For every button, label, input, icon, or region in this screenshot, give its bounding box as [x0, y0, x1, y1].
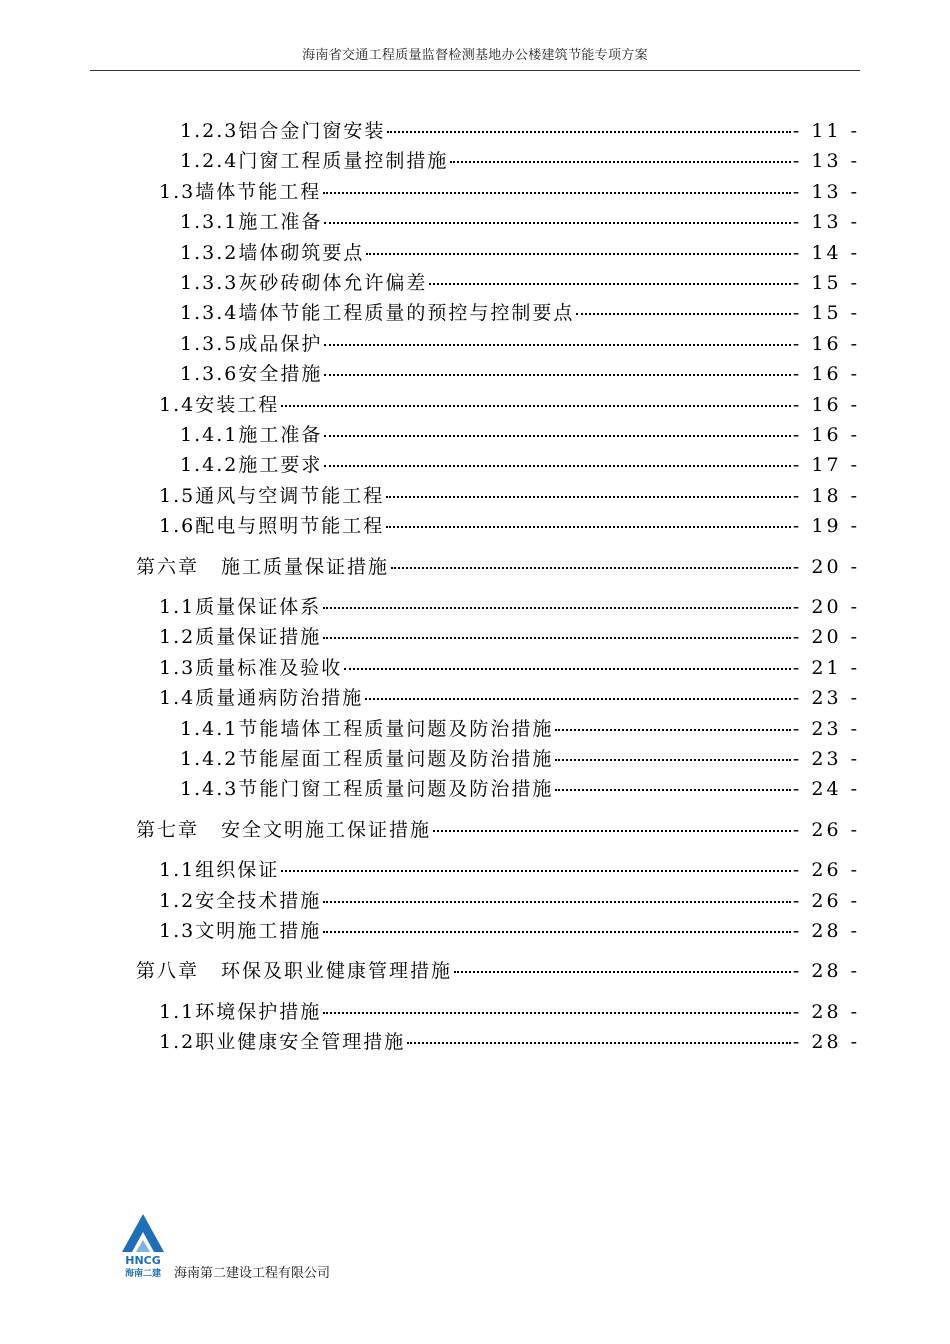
toc-page-number: - 26 - — [792, 859, 860, 882]
toc-dot-leader — [576, 312, 791, 315]
toc-dot-leader — [365, 697, 791, 700]
toc-entry-label: 1.5通风与空调节能工程 — [159, 484, 385, 507]
toc-dot-leader — [366, 252, 791, 255]
toc-entry[interactable] — [159, 391, 860, 419]
toc-entry-label: 1.4.2施工要求 — [180, 454, 323, 477]
header-divider — [90, 70, 860, 71]
toc-page-number: - 26 - — [792, 889, 860, 912]
toc-dot-leader — [391, 566, 791, 569]
toc-page-number: - 14 - — [792, 241, 860, 264]
toc-page-number: - 11 - — [792, 120, 860, 142]
toc-page-number: - 16 - — [792, 393, 860, 416]
toc-page-number: - 20 - — [792, 596, 860, 618]
toc-dot-leader — [323, 1011, 791, 1014]
toc-page-number: - 13 - — [792, 150, 860, 173]
toc-chapter-entry[interactable] — [136, 957, 860, 985]
toc-entry[interactable] — [180, 147, 860, 175]
toc-page-number: - 21 - — [792, 656, 860, 679]
toc-entry[interactable] — [159, 482, 860, 510]
toc-entry-label: 1.2.3铝合金门窗安装 — [180, 120, 386, 142]
toc-entry[interactable] — [180, 269, 860, 297]
toc-page-number: - 23 - — [792, 717, 860, 740]
toc-entry-label: 1.3.3灰砂砖砌体允许偏差 — [180, 272, 428, 294]
toc-dot-leader — [323, 930, 791, 933]
toc-entry[interactable] — [159, 998, 860, 1026]
toc-chapter-entry[interactable] — [136, 553, 860, 581]
toc-entry-label: 1.3.1施工准备 — [180, 211, 323, 234]
logo-text: HNCG — [125, 1254, 161, 1267]
toc-entry[interactable] — [180, 239, 860, 267]
toc-page-number: - 23 - — [792, 748, 860, 770]
toc-page-number: - 13 - — [792, 211, 860, 234]
toc-entry[interactable] — [180, 745, 860, 773]
toc-entry-label: 1.6配电与照明节能工程 — [159, 515, 385, 538]
page-header: 海南省交通工程质量监督检测基地办公楼建筑节能专项方案 — [302, 48, 648, 63]
toc-page-number: - 16 - — [792, 332, 860, 355]
toc-entry-label: 1.1组织保证 — [159, 859, 280, 882]
logo-subtext: 海南二建 — [124, 1269, 162, 1278]
toc-page-number: - 15 - — [792, 272, 860, 294]
toc-dot-leader — [324, 343, 791, 346]
toc-page-number: - 20 - — [792, 626, 860, 649]
toc-entry-label: 1.3.5成品保护 — [180, 332, 323, 355]
toc-entry[interactable] — [180, 299, 860, 327]
toc-dot-leader — [429, 282, 791, 285]
toc-dot-leader — [344, 667, 791, 670]
toc-dot-leader — [323, 606, 791, 609]
toc-page-number: - 28 - — [792, 960, 860, 983]
toc-dot-leader — [433, 829, 791, 832]
toc-entry-label: 1.3.2墙体砌筑要点 — [180, 241, 365, 264]
toc-page-number: - 19 - — [792, 515, 860, 538]
toc-page-number: - 28 - — [792, 1031, 860, 1054]
toc-entry[interactable] — [159, 654, 860, 682]
toc-dot-leader — [454, 970, 791, 973]
toc-dot-leader — [386, 525, 791, 528]
toc-dot-leader — [281, 404, 791, 407]
toc-entry[interactable] — [159, 887, 860, 915]
toc-entry[interactable] — [180, 117, 860, 145]
toc-entry[interactable] — [159, 1028, 860, 1056]
toc-page-number: - 20 - — [792, 555, 860, 578]
toc-dot-leader — [324, 464, 791, 467]
toc-entry[interactable] — [180, 208, 860, 236]
toc-entry-label: 1.4安装工程 — [159, 393, 280, 416]
toc-entry[interactable] — [159, 178, 860, 206]
toc-entry[interactable] — [159, 684, 860, 712]
toc-entry[interactable] — [159, 856, 860, 884]
toc-entry-label: 1.4质量通病防治措施 — [159, 687, 364, 710]
toc-entry-label: 1.2安全技术措施 — [159, 889, 322, 912]
toc-entry[interactable] — [159, 512, 860, 540]
toc-dot-leader — [387, 130, 791, 133]
toc-entry[interactable] — [159, 593, 860, 621]
toc-page-number: - 16 - — [792, 424, 860, 446]
toc-entry-label: 1.3.4墙体节能工程质量的预控与控制要点 — [180, 302, 575, 325]
toc-page-number: - 24 - — [792, 778, 860, 801]
toc-dot-leader — [555, 728, 791, 731]
toc-entry-label: 1.3墙体节能工程 — [159, 180, 322, 203]
toc-dot-leader — [555, 788, 791, 791]
toc-entry-label: 1.1环境保护措施 — [159, 1000, 322, 1023]
toc-dot-leader — [386, 495, 791, 498]
toc-page-number: - 28 - — [792, 920, 860, 942]
company-name: 海南第二建设工程有限公司 — [174, 1266, 331, 1281]
toc-entry-label: 第七章 安全文明施工保证措施 — [136, 818, 432, 841]
toc-dot-leader — [323, 191, 791, 194]
toc-entry-label: 1.4.3节能门窗工程质量问题及防治措施 — [180, 778, 554, 801]
toc-entry[interactable] — [180, 715, 860, 743]
toc-entry[interactable] — [159, 623, 860, 651]
toc-dot-leader — [324, 373, 791, 376]
toc-page-number: - 13 - — [792, 180, 860, 203]
toc-entry[interactable] — [159, 917, 860, 945]
toc-entry[interactable] — [180, 330, 860, 358]
toc-dot-leader — [324, 434, 791, 437]
toc-entry-label: 1.1质量保证体系 — [159, 596, 322, 618]
toc-entry-label: 1.3.6安全措施 — [180, 363, 323, 386]
toc-page-number: - 17 - — [792, 454, 860, 477]
toc-chapter-entry[interactable] — [136, 816, 860, 844]
toc-dot-leader — [281, 869, 791, 872]
company-logo — [118, 1212, 168, 1278]
toc-page-number: - 26 - — [792, 818, 860, 841]
toc-entry-label: 1.4.2节能屋面工程质量问题及防治措施 — [180, 748, 554, 770]
toc-dot-leader — [324, 221, 791, 224]
toc-entry-label: 1.2质量保证措施 — [159, 626, 322, 649]
toc-entry-label: 第八章 环保及职业健康管理措施 — [136, 960, 453, 983]
toc-entry[interactable] — [180, 360, 860, 388]
toc-entry-label: 1.4.1施工准备 — [180, 424, 323, 446]
toc-page-number: - 16 - — [792, 363, 860, 386]
toc-entry[interactable] — [180, 775, 860, 803]
toc-entry[interactable] — [180, 421, 860, 449]
toc-dot-leader — [407, 1041, 791, 1044]
toc-entry-label: 第六章 施工质量保证措施 — [136, 555, 390, 578]
toc-page-number: - 15 - — [792, 302, 860, 325]
toc-entry-label: 1.4.1节能墙体工程质量问题及防治措施 — [180, 717, 554, 740]
toc-dot-leader — [555, 758, 791, 761]
toc-entry-label: 1.2职业健康安全管理措施 — [159, 1031, 406, 1054]
toc-dot-leader — [323, 900, 791, 903]
toc-page-number: - 18 - — [792, 484, 860, 507]
toc-page-number: - 23 - — [792, 687, 860, 710]
toc-dot-leader — [323, 636, 791, 639]
toc-entry-label: 1.3质量标准及验收 — [159, 656, 343, 679]
toc-dot-leader — [450, 160, 791, 163]
toc-entry-label: 1.3文明施工措施 — [159, 920, 322, 942]
toc-entry[interactable] — [180, 451, 860, 479]
toc-entry-label: 1.2.4门窗工程质量控制措施 — [180, 150, 449, 173]
toc-page-number: - 28 - — [792, 1000, 860, 1023]
